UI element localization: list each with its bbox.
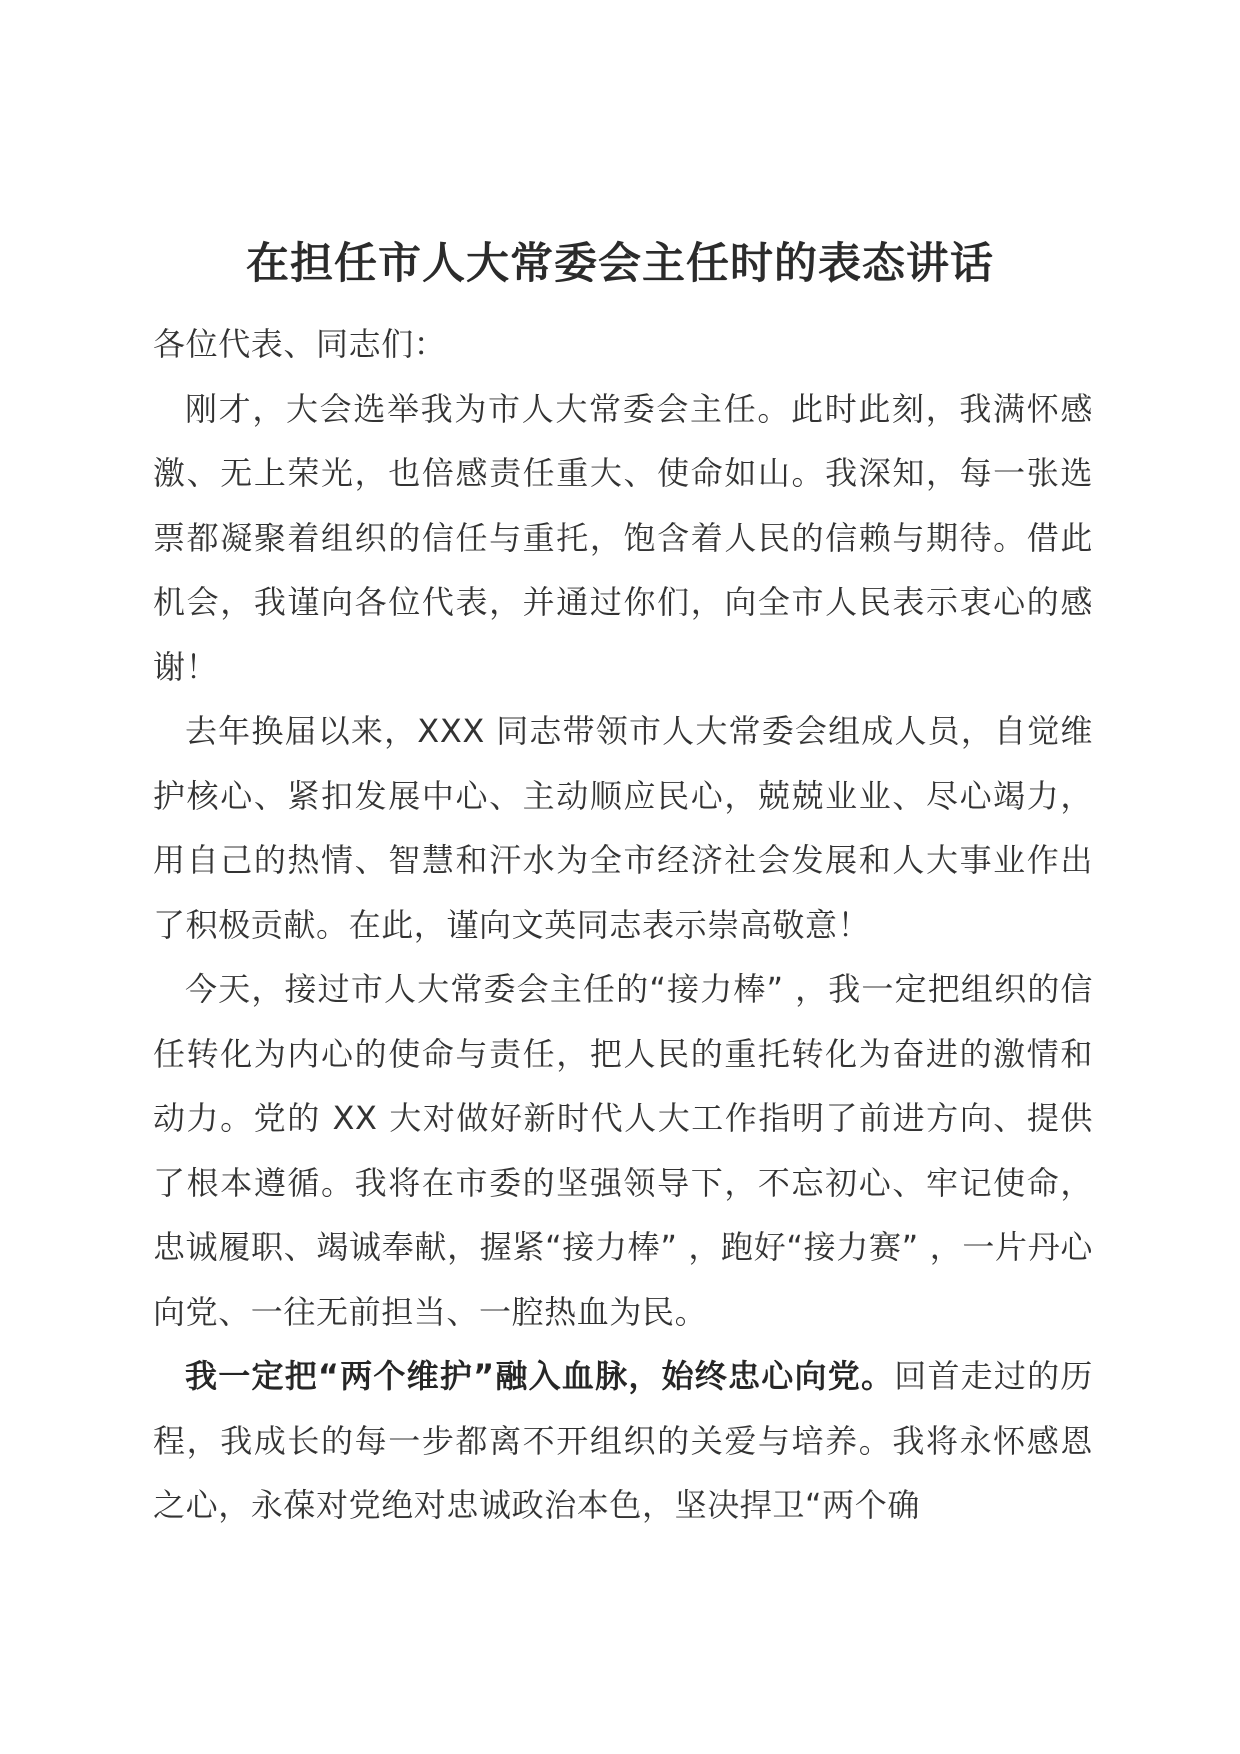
paragraph-4 (153, 1344, 1093, 1538)
paragraph-4-bold-lead: 我一定把“两个维护”融入血脉，始终忠心向党。 (185, 1357, 895, 1395)
paragraph-2: 去年换届以来，XXX 同志带领市人大常委会组成人员，自觉维护核心、紧扣发展中心、主动顺应民心，兢兢业业、尽心竭力，用自己的热情、智慧和汗水为全市经济社会发展和人大事业作出了积极贡献。在此，谨向文英同志表示崇高敬意！ (153, 712, 1093, 944)
document-body (153, 312, 1093, 1538)
document-title: 在担任市人大常委会主任时的表态讲话 (246, 239, 994, 289)
paragraph-3: 今天，接过市人大常委会主任的“接力棒” ，我一定把组织的信任转化为内心的使命与责任，把人民的重托转化为奋进的激情和动力。党的 XX 大对做好新时代人大工作指明了前进方向、提供了根本遵循。我将在市委的坚强领导下，不忘初心、牢记使命，忠诚履职、竭诚奉献，握紧“接力棒” ，跑好“接力赛” ，一片丹心向党、一往无前担当、一腔热血为民。 (153, 970, 1093, 1331)
paragraph-4-text: 回首走过的历程，我成长的每一步都离不开组织的关爱与培养。我将永怀感恩之心，永葆对党绝对忠诚政治本色，坚决捍卫“两个确 (153, 1357, 1093, 1524)
paragraph-1: 刚才，大会选举我为市人大常委会主任。此时此刻，我满怀感激、无上荣光，也倍感责任重大、使命如山。我深知，每一张选票都凝聚着组织的信任与重托，饱含着人民的信赖与期待。借此机会，我谨向各位代表，并通过你们，向全市人民表示衷心的感谢！ (153, 389, 1093, 686)
salutation: 各位代表、同志们： (153, 325, 447, 363)
